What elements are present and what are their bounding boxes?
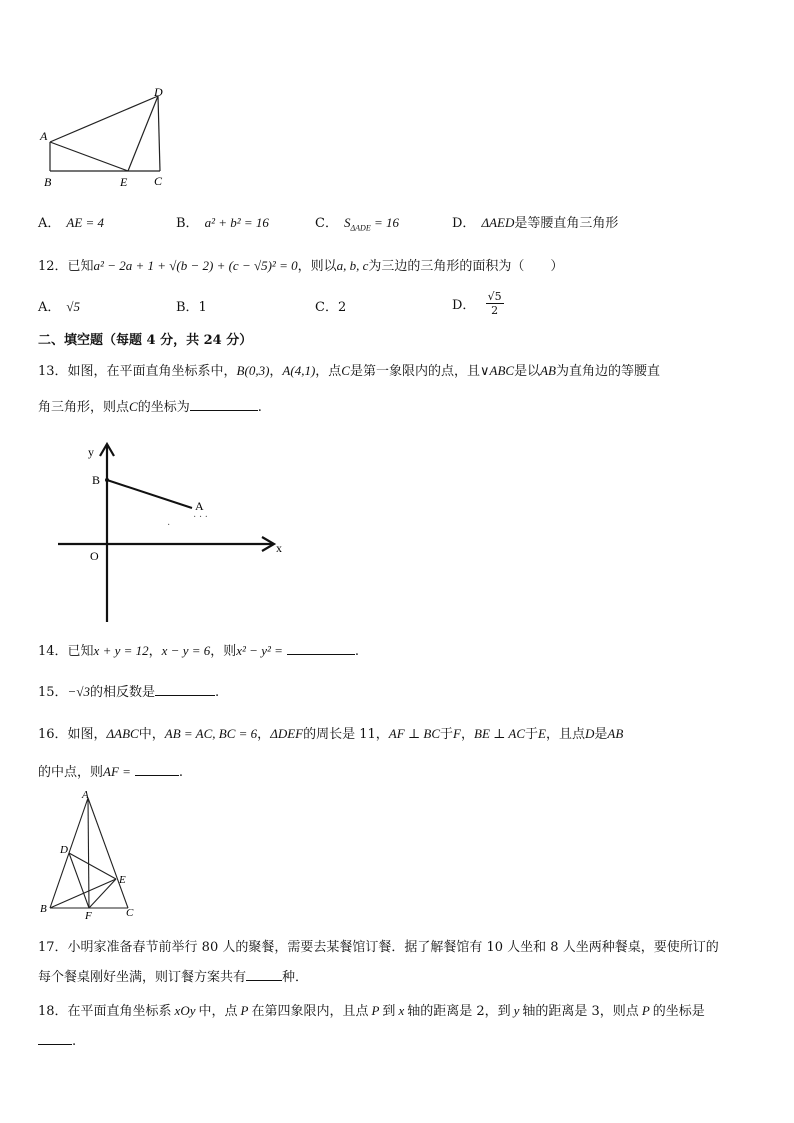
option-letter: A． [38, 300, 61, 315]
q14-sep: ， [148, 644, 162, 659]
q18-point-p: P [371, 1003, 380, 1018]
q13-text: 是以 [514, 364, 541, 379]
q16-segment: AB [607, 726, 624, 741]
segment-BA [107, 480, 192, 508]
q16-perp2: BE ⊥ AC [474, 726, 525, 741]
label-A: A [82, 790, 89, 801]
question-15: 15．−√3的相反数是 . [38, 684, 220, 700]
q12-vars: a, b, c [336, 258, 369, 273]
q12-option-b [176, 296, 207, 315]
question-12 [38, 255, 563, 274]
label-F: F [85, 910, 92, 920]
q14-text: 14．已知 [38, 644, 94, 659]
q18-end: . [72, 1034, 77, 1049]
figure-q11 [36, 84, 176, 192]
q14-eq2: x − y = 6 [161, 643, 211, 658]
segment-BE [50, 879, 116, 908]
q18-y: y [513, 1003, 520, 1018]
segment-CD [158, 96, 160, 171]
label-b: B [92, 473, 101, 487]
q17-end: 种． [282, 970, 309, 985]
label-y: y [88, 445, 94, 459]
option-text: AE = 4 [66, 215, 105, 230]
segment-EF [89, 879, 116, 908]
option-text: √5 [66, 299, 81, 314]
q13-point-b: B(0,3) [236, 363, 270, 378]
label-D: D [154, 85, 163, 99]
option-text: a² + b² = 16 [204, 215, 269, 230]
q13-point-c: C [129, 399, 138, 414]
q18-text: 18．在平面直角坐标系 [38, 1004, 172, 1019]
question-13-line2 [38, 396, 262, 415]
q16-text: 16．如图， [38, 727, 107, 742]
label-D: D [60, 844, 68, 856]
q16-point-d: D [584, 726, 595, 741]
q13-text: 是第一象限内的点，且 [349, 364, 480, 379]
q11-option-a [38, 212, 104, 231]
q13-text: ，点 [315, 364, 342, 379]
q16-text: ， [460, 727, 474, 742]
question-13-line1 [38, 360, 660, 379]
question-17-line1: 17．小明家准备春节前举行 80 人的聚餐，需要去某餐馆订餐．据了解餐馆有 10 人坐和 8 人坐两种餐桌，要使所订的 [38, 940, 719, 955]
q16-perp1: AF ⊥ BC [388, 726, 441, 741]
q12-equation: a² − 2a + 1 + √(b − 2) + (c − √5)² = 0 [93, 258, 298, 273]
q18-text: 在第四象限内，且点 [251, 1004, 369, 1019]
question-17-line2 [38, 966, 308, 985]
option-letter: D． [452, 216, 476, 231]
q13-text: 的坐标为 [137, 400, 190, 415]
q13-text: 为直角边的等腰直 [555, 364, 660, 379]
q18-text: 的坐标是 [652, 1004, 705, 1019]
q14-end: . [354, 644, 360, 659]
option-text: B．1 [176, 300, 207, 315]
option-letter: D． [452, 298, 476, 313]
label-A: A [40, 129, 48, 143]
answer-blank[interactable] [155, 682, 215, 696]
q15-end: . [214, 685, 220, 700]
q13-end: . [257, 400, 262, 415]
question-14 [38, 640, 359, 659]
q13-sep: ， [269, 364, 283, 379]
option-text: ΔAED [481, 215, 515, 230]
option-tail: 是等腰直角三角形 [514, 216, 619, 231]
faint-marks: · [167, 520, 171, 531]
answer-blank[interactable] [246, 967, 282, 981]
option-letter: A． [38, 216, 61, 231]
label-a: A [195, 499, 204, 513]
q17-text: 每个餐桌刚好坐满，则订餐方案共有 [38, 970, 247, 985]
label-x: x [276, 541, 282, 555]
q16-point-e: E [538, 726, 546, 741]
fraction [486, 290, 504, 317]
q14-eq3: x² − y² = [236, 643, 283, 658]
q12-option-d [452, 290, 504, 317]
figure-q16 [36, 790, 146, 920]
label-B: B [44, 175, 52, 189]
faint-marks: · · · [193, 512, 208, 523]
q13-point-c: C [341, 363, 350, 378]
question-18-line1 [38, 1000, 705, 1019]
label-C: C [154, 174, 163, 188]
q15-expression: −√3 [67, 684, 90, 699]
fraction-denominator: 2 [491, 304, 499, 317]
q16-point-f: F [453, 726, 461, 741]
figure-q13-coordinate-plane [50, 440, 300, 630]
q18-text: 轴的距离是 3，则点 [522, 1004, 639, 1019]
option-subscript: ΔADE [350, 223, 371, 233]
label-B: B [40, 903, 47, 915]
label-C: C [126, 907, 134, 919]
q13-triangle: ∨ABC [479, 363, 515, 378]
option-text: C．2 [315, 300, 347, 315]
q18-x: x [398, 1003, 405, 1018]
label-E: E [120, 175, 128, 189]
option-tail: = 16 [370, 215, 399, 230]
question-18-line2 [38, 1031, 76, 1049]
label-origin: O [90, 549, 99, 563]
q16-text: 于 [440, 727, 454, 742]
q12-option-c [315, 296, 346, 315]
q16-triangle2: ΔDEF [270, 726, 304, 741]
q14-text: ，则 [210, 644, 237, 659]
q14-eq1: x + y = 12 [93, 643, 149, 658]
q16-text: 中， [138, 727, 165, 742]
section-heading: 二、填空题（每题 4 分，共 24 分） [38, 333, 253, 348]
q16-text: 的周长是 11， [303, 727, 389, 742]
q15-text: 的相反数是 [89, 685, 155, 700]
q16-condition: AB = AC, BC = 6 [164, 726, 258, 741]
q13-point-a: A(4,1) [282, 363, 316, 378]
answer-blank[interactable] [287, 641, 355, 655]
question-16-line1 [38, 723, 623, 742]
fraction-numerator: √5 [487, 290, 502, 303]
q18-point-p: P [240, 1003, 249, 1018]
q18-point-p: P [641, 1003, 650, 1018]
q16-end: . [178, 765, 184, 780]
answer-blank[interactable] [190, 397, 258, 411]
q12-number: 12．已知 [38, 259, 94, 274]
question-16-line2 [38, 761, 183, 780]
q13-text: 13．如图，在平面直角坐标系中， [38, 364, 237, 379]
q12-option-a [38, 296, 80, 315]
option-letter: C． [315, 216, 338, 231]
q16-text: ，且点 [545, 727, 585, 742]
q11-option-b [176, 212, 269, 231]
option-text: S [343, 215, 351, 230]
q18-text: 轴的距离是 2，到 [407, 1004, 511, 1019]
q16-text: 是 [594, 727, 608, 742]
answer-blank[interactable] [38, 1031, 72, 1045]
q16-text: ， [257, 727, 271, 742]
q16-text: 的中点，则 [38, 765, 104, 780]
q12-text: ，则以 [297, 259, 337, 274]
q11-option-d [452, 212, 618, 231]
q13-segment: AB [540, 363, 556, 378]
q18-plane: xOy [174, 1003, 196, 1018]
answer-blank[interactable] [135, 762, 179, 776]
q16-text: 于 [524, 727, 538, 742]
segment-DF [69, 853, 89, 908]
q11-option-c [315, 212, 399, 233]
q12-tail: 为三边的三角形的面积为（ ） [368, 259, 564, 274]
q13-text: 角三角形，则点 [38, 400, 130, 415]
segment-AC [88, 798, 128, 908]
q16-triangle: ΔABC [106, 726, 139, 741]
point-b [105, 478, 109, 482]
segment-AE [50, 142, 128, 171]
option-letter: B． [176, 216, 199, 231]
q16-af: AF = [103, 764, 131, 779]
q18-text: 到 [382, 1004, 396, 1019]
q18-text: 中，点 [198, 1004, 238, 1019]
label-E: E [119, 874, 126, 886]
